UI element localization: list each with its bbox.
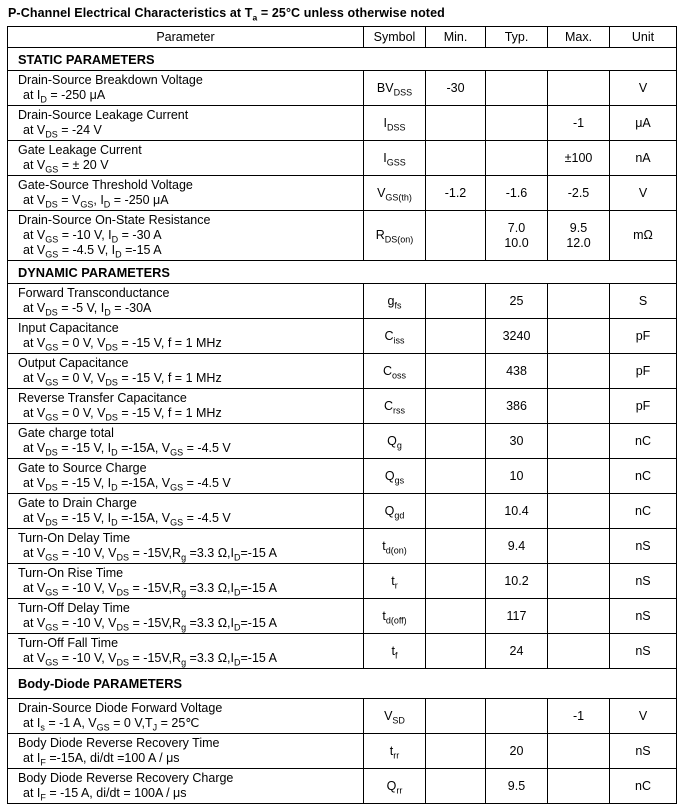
max-cell (548, 424, 610, 459)
unit-cell: nC (610, 459, 677, 494)
min-cell (426, 529, 486, 564)
symbol-cell: $BV_{DSS}$ (364, 71, 426, 106)
column-header-max: Max. (548, 27, 610, 48)
min-cell (426, 494, 486, 529)
symbol-cell: $C_{rss}$ (364, 389, 426, 424)
typ-cell: 3240 (486, 319, 548, 354)
parameter-name: Body Diode Reverse Recovery Charge (18, 771, 234, 785)
typ-cell: 20 (486, 734, 548, 769)
parameter-cell (8, 634, 364, 669)
table-row (8, 424, 677, 459)
table-row (8, 71, 677, 106)
symbol-cell: $I_{DSS}$ (364, 106, 426, 141)
min-cell (426, 734, 486, 769)
parameter-condition: at $V_{GS} = -10$ V, $I_D = -30$ A (23, 228, 162, 245)
parameter-condition: at $V_{DS} = -15$ V, $I_D =-15A$, $V_{GS} = -4.5$ V (23, 511, 231, 528)
table-row (8, 699, 677, 734)
max-cell: -1 (548, 699, 610, 734)
symbol-cell: $C_{iss}$ (364, 319, 426, 354)
parameter-name: Gate-Source Threshold Voltage (18, 178, 193, 192)
parameter-name: Drain-Source Breakdown Voltage (18, 73, 203, 87)
typ-value: 7.0 (507, 220, 526, 235)
parameter-cell (8, 599, 364, 634)
table-row (8, 529, 677, 564)
max-value: 12.0 (566, 235, 591, 250)
section-title: STATIC PARAMETERS (8, 48, 677, 71)
parameter-condition: at $V_{GS} = -10$ V, $V_{DS} = -15V,R_g =3.3$ $\Omega,I_D=-15$ A (23, 581, 277, 598)
symbol-cell: $Q_{rr}$ (364, 769, 426, 804)
parameter-condition: at $V_{GS} = 0$ V, $V_{DS} = -15$ V, f = 1 MHz (23, 371, 222, 388)
max-cell (548, 494, 610, 529)
parameter-condition: at $I_F =-15A$, di/dt =100 A / μs (23, 751, 180, 768)
parameter-cell (8, 176, 364, 211)
table-row (8, 734, 677, 769)
parameter-condition: at $V_{GS} = -10$ V, $V_{DS} = -15V,R_g =3.3$ $\Omega,I_D=-15$ A (23, 616, 277, 633)
unit-cell: mΩ (610, 211, 677, 261)
parameter-cell (8, 459, 364, 494)
min-cell (426, 284, 486, 319)
parameter-name: Gate charge total (18, 426, 114, 440)
table-row (8, 176, 677, 211)
typ-cell: 24 (486, 634, 548, 669)
section-row-static-parameters (8, 48, 677, 71)
parameter-cell (8, 769, 364, 804)
parameter-condition: at $V_{GS}$ = ± 20 V (23, 158, 109, 175)
typ-cell (486, 699, 548, 734)
parameter-cell (8, 389, 364, 424)
symbol-cell: $I_{GSS}$ (364, 141, 426, 176)
parameter-name: Forward Transconductance (18, 286, 170, 300)
parameter-condition: at $V_{GS} = -10$ V, $V_{DS} = -15V,R_g =3.3$ $\Omega,I_D=-15$ A (23, 546, 277, 563)
max-cell: -1 (548, 106, 610, 141)
parameter-cell (8, 106, 364, 141)
parameter-condition: at $V_{GS} = -4.5$ V, $I_D =-15$ A (23, 243, 162, 260)
min-cell (426, 141, 486, 176)
max-cell (548, 564, 610, 599)
typ-value: 10.0 (504, 235, 529, 250)
typ-cell (486, 211, 548, 261)
parameter-cell (8, 424, 364, 459)
parameter-cell (8, 564, 364, 599)
parameter-cell (8, 354, 364, 389)
parameter-condition: at $V_{GS} = 0$ V, $V_{DS} = -15$ V, f = 1 MHz (23, 406, 222, 423)
parameter-condition: at $V_{DS} = -15$ V, $I_D =-15A$, $V_{GS} = -4.5$ V (23, 441, 231, 458)
column-header-min: Min. (426, 27, 486, 48)
table-row (8, 599, 677, 634)
parameter-name: Body Diode Reverse Recovery Time (18, 736, 220, 750)
unit-cell: pF (610, 354, 677, 389)
symbol-cell: $t_{d(on)}$ (364, 529, 426, 564)
unit-cell: nS (610, 529, 677, 564)
unit-cell: V (610, 71, 677, 106)
table-row (8, 354, 677, 389)
section-title: DYNAMIC PARAMETERS (8, 261, 677, 284)
parameter-cell (8, 211, 364, 261)
symbol-cell: $C_{oss}$ (364, 354, 426, 389)
table-row (8, 564, 677, 599)
table-row (8, 211, 677, 261)
section-row-dynamic-parameters (8, 261, 677, 284)
column-header-typ: Typ. (486, 27, 548, 48)
min-cell (426, 564, 486, 599)
symbol-cell: $t_{d(off)}$ (364, 599, 426, 634)
column-header-unit: Unit (610, 27, 677, 48)
max-cell (548, 769, 610, 804)
parameter-name: Gate to Source Charge (18, 461, 147, 475)
column-header-symbol: Symbol (364, 27, 426, 48)
table-row (8, 284, 677, 319)
unit-cell: pF (610, 319, 677, 354)
parameter-cell (8, 319, 364, 354)
typ-cell: 386 (486, 389, 548, 424)
parameter-condition: at $I_F = -15$ A, di/dt = 100A / μs (23, 786, 187, 803)
unit-cell: S (610, 284, 677, 319)
unit-cell: nC (610, 424, 677, 459)
min-cell (426, 319, 486, 354)
table-row (8, 769, 677, 804)
unit-cell: pF (610, 389, 677, 424)
max-value: 9.5 (569, 220, 588, 235)
symbol-cell: $V_{SD}$ (364, 699, 426, 734)
max-cell (548, 284, 610, 319)
typ-cell (486, 71, 548, 106)
max-cell (548, 211, 610, 261)
parameter-cell (8, 699, 364, 734)
parameter-condition: at $V_{DS} = -5$ V, $I_D = -30A$ (23, 301, 152, 318)
max-cell (548, 529, 610, 564)
min-cell (426, 699, 486, 734)
typ-cell: 10.4 (486, 494, 548, 529)
page-title: P-Channel Electrical Characteristics at $T_a = 25^\circ C$ unless otherwise noted (8, 6, 445, 23)
max-cell (548, 459, 610, 494)
parameter-condition: at $V_{DS} = V_{GS}$, $I_D = -250$ μA (23, 193, 169, 210)
table-row (8, 634, 677, 669)
table-body (8, 48, 677, 804)
typ-cell: 10 (486, 459, 548, 494)
parameter-cell (8, 529, 364, 564)
parameter-cell (8, 494, 364, 529)
min-cell (426, 634, 486, 669)
min-cell (426, 354, 486, 389)
unit-cell: nS (610, 599, 677, 634)
parameter-name: Output Capacitance (18, 356, 129, 370)
typ-cell: 30 (486, 424, 548, 459)
max-cell (548, 354, 610, 389)
min-cell (426, 459, 486, 494)
parameter-name: Turn-Off Delay Time (18, 601, 130, 615)
max-cell (548, 599, 610, 634)
table-row (8, 106, 677, 141)
section-row-body-diode-parameters (8, 669, 677, 699)
min-cell (426, 389, 486, 424)
typ-cell: 117 (486, 599, 548, 634)
typ-cell: 9.4 (486, 529, 548, 564)
min-cell: -30 (426, 71, 486, 106)
symbol-cell: $Q_g$ (364, 424, 426, 459)
parameter-condition: at $V_{GS} = -10$ V, $V_{DS} = -15V,R_g =3.3$ $\Omega,I_D=-15$ A (23, 651, 277, 668)
min-cell (426, 211, 486, 261)
symbol-cell: $Q_{gd}$ (364, 494, 426, 529)
unit-cell: nS (610, 564, 677, 599)
parameter-name: Drain-Source Diode Forward Voltage (18, 701, 223, 715)
unit-cell: nC (610, 769, 677, 804)
unit-cell: nS (610, 634, 677, 669)
column-header-parameter: Parameter (8, 27, 364, 48)
typ-cell: 9.5 (486, 769, 548, 804)
max-cell (548, 389, 610, 424)
symbol-cell: $Q_{gs}$ (364, 459, 426, 494)
max-cell: ±100 (548, 141, 610, 176)
max-cell (548, 634, 610, 669)
header-row (8, 27, 677, 48)
table-row (8, 319, 677, 354)
symbol-cell: $t_f$ (364, 634, 426, 669)
parameter-name: Drain-Source On-State Resistance (18, 213, 211, 227)
symbol-cell: $t_r$ (364, 564, 426, 599)
parameter-cell (8, 284, 364, 319)
table-row (8, 459, 677, 494)
min-cell (426, 424, 486, 459)
min-cell (426, 106, 486, 141)
min-cell (426, 769, 486, 804)
parameter-name: Gate to Drain Charge (18, 496, 137, 510)
parameter-name: Turn-On Rise Time (18, 566, 124, 580)
table-row (8, 141, 677, 176)
parameter-cell (8, 141, 364, 176)
unit-cell: V (610, 176, 677, 211)
unit-cell: nC (610, 494, 677, 529)
unit-cell: μA (610, 106, 677, 141)
typ-cell: 438 (486, 354, 548, 389)
typ-cell: 25 (486, 284, 548, 319)
electrical-characteristics-table (7, 26, 677, 804)
parameter-cell (8, 71, 364, 106)
parameter-name: Turn-Off Fall Time (18, 636, 119, 650)
parameter-name: Turn-On Delay Time (18, 531, 131, 545)
min-cell (426, 599, 486, 634)
parameter-condition: at $I_s = -1$ A, $V_{GS} = 0$ $V,T_J$ = 25℃ (23, 716, 200, 733)
parameter-condition: at $I_D = -250$ μA (23, 88, 106, 105)
max-cell: -2.5 (548, 176, 610, 211)
table-row (8, 494, 677, 529)
typ-cell (486, 141, 548, 176)
table-row (8, 389, 677, 424)
parameter-condition: at $V_{DS} = -24$ V (23, 123, 102, 140)
max-cell (548, 319, 610, 354)
unit-cell: nS (610, 734, 677, 769)
max-cell (548, 734, 610, 769)
min-cell: -1.2 (426, 176, 486, 211)
symbol-cell: $t_{rr}$ (364, 734, 426, 769)
typ-cell: 10.2 (486, 564, 548, 599)
section-title: Body-Diode PARAMETERS (8, 669, 677, 699)
parameter-name: Gate Leakage Current (18, 143, 142, 157)
symbol-cell: $V_{GS(th)}$ (364, 176, 426, 211)
symbol-cell: $g_{fs}$ (364, 284, 426, 319)
parameter-condition: at $V_{GS} = 0$ V, $V_{DS} = -15$ V, f = 1 MHz (23, 336, 222, 353)
unit-cell: nA (610, 141, 677, 176)
typ-cell: -1.6 (486, 176, 548, 211)
parameter-cell (8, 734, 364, 769)
parameter-name: Drain-Source Leakage Current (18, 108, 189, 122)
parameter-condition: at $V_{DS} = -15$ V, $I_D =-15A$, $V_{GS} = -4.5$ V (23, 476, 231, 493)
parameter-name: Input Capacitance (18, 321, 119, 335)
parameter-name: Reverse Transfer Capacitance (18, 391, 187, 405)
unit-cell: V (610, 699, 677, 734)
max-cell (548, 71, 610, 106)
typ-cell (486, 106, 548, 141)
symbol-cell: $R_{DS(on)}$ (364, 211, 426, 261)
